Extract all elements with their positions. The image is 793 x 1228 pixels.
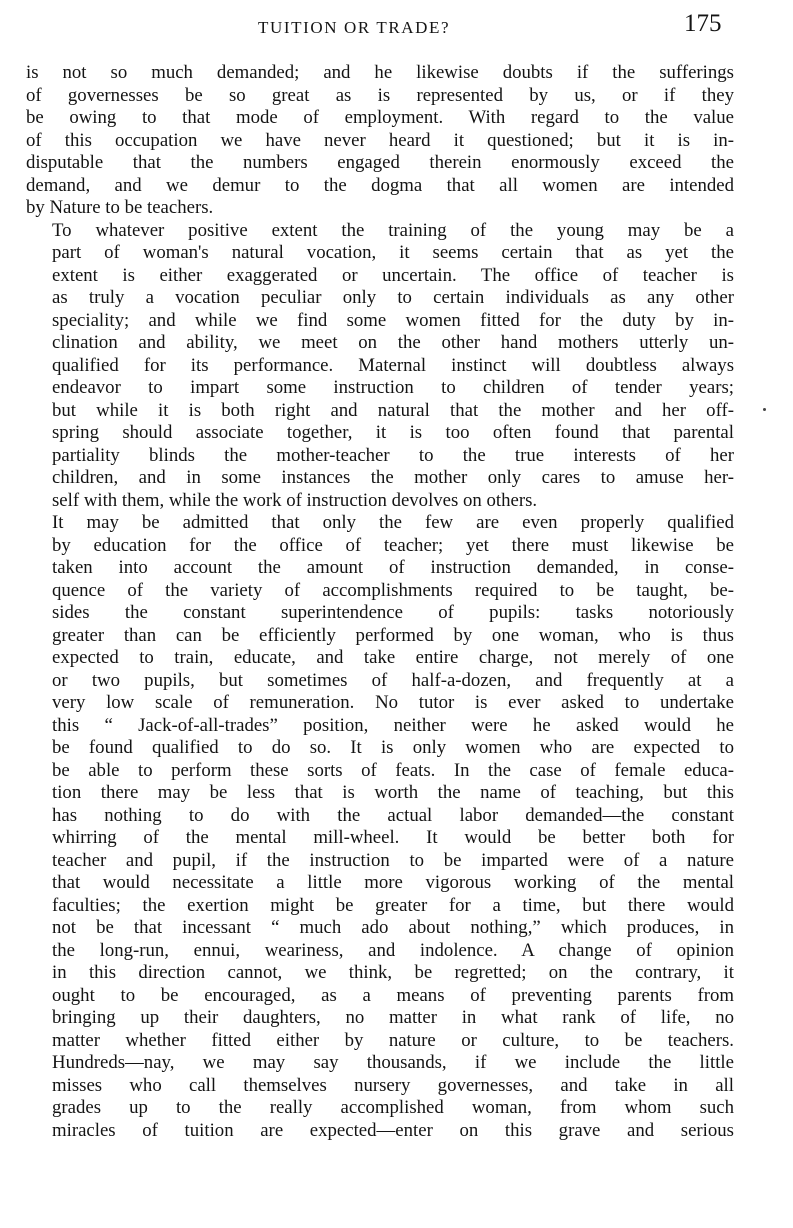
running-header (0, 8, 793, 44)
text-line: qualified for its performance. Maternal instinct will doubtless always (52, 354, 734, 376)
text-line: sides the constant superintendence of pupils: tasks notoriously (52, 602, 734, 623)
text-line: the long-run, ennui, weariness, and indolence. A change of opinion (52, 939, 734, 961)
text-line: expected to train, educate, and take entire charge, not merely of one (52, 647, 734, 668)
text-line: by education for the office of teacher; yet there must likewise be (52, 534, 734, 556)
paragraph (26, 62, 734, 220)
text-line: be owing to that mode of employment. With regard to the value (26, 107, 734, 128)
paragraph (26, 512, 734, 1142)
text-line: matter whether fitted either by nature or culture, to be teachers. (52, 1029, 734, 1051)
text-line: taken into account the amount of instruction demanded, in conse- (52, 557, 734, 578)
page-number: 175 (684, 10, 722, 37)
text-line: teacher and pupil, if the instruction to be imparted were of a nature (52, 849, 734, 871)
text-line: children, and in some instances the mother only cares to amuse her- (52, 467, 734, 488)
text-line: that would necessitate a little more vigorous working of the mental (52, 872, 734, 893)
text-line: but while it is both right and natural that the mother and her off- (52, 399, 734, 421)
text-line: be able to perform these sorts of feats. In the case of female educa- (52, 759, 734, 781)
text-line: disputable that the numbers engaged therein enormously exceed the (26, 152, 734, 173)
text-line: grades up to the really accomplished woman, from whom such (52, 1097, 734, 1118)
text-line: Hundreds—nay, we may say thousands, if we include the little (52, 1052, 734, 1073)
text-line: self with them, while the work of instruction devolves on others. (52, 489, 538, 511)
text-line: To whatever positive extent the training of the young may be a (52, 219, 734, 241)
text-line: by Nature to be teachers. (26, 197, 214, 218)
text-line: demand, and we demur to the dogma that all women are intended (26, 174, 734, 196)
text-line: quence of the variety of accomplishments required to be taught, be- (52, 579, 734, 601)
text-line: has nothing to do with the actual labor demanded—the constant (52, 804, 734, 826)
text-line: not be that incessant “ much ado about nothing,” which produces, in (52, 917, 734, 938)
text-line: clination and ability, we meet on the other hand mothers utterly un- (52, 332, 734, 353)
text-line: ought to be encouraged, as a means of preventing parents from (52, 984, 734, 1006)
text-line: is not so much demanded; and he likewise doubts if the sufferings (26, 62, 734, 83)
text-line: endeavor to impart some instruction to children of tender years; (52, 377, 734, 398)
text-line: very low scale of remuneration. No tutor is ever asked to undertake (52, 692, 734, 713)
text-line: greater than can be efficiently performed by one woman, who is thus (52, 624, 734, 646)
text-line: bringing up their daughters, no matter in what rank of life, no (52, 1007, 734, 1028)
body-text (26, 62, 734, 1142)
text-line: miracles of tuition are expected—enter on this grave and serious (52, 1119, 734, 1141)
paragraph (26, 220, 734, 513)
text-line: speciality; and while we find some women fitted for the duty by in- (52, 309, 734, 331)
text-line: misses who call themselves nursery governesses, and take in all (52, 1074, 734, 1096)
text-line: in this direction cannot, we think, be regretted; on the contrary, it (52, 962, 734, 983)
text-line: this “ Jack-of-all-trades” position, neither were he asked would he (52, 714, 734, 736)
text-line: as truly a vocation peculiar only to certain individuals as any other (52, 287, 734, 308)
text-line: part of woman's natural vocation, it seems certain that as yet the (52, 242, 734, 263)
ink-speck (763, 408, 766, 411)
text-line: It may be admitted that only the few are even properly qualified (52, 512, 734, 533)
text-line: spring should associate together, it is too often found that parental (52, 422, 734, 443)
text-line: of governesses be so great as is represented by us, or if they (26, 84, 734, 106)
text-line: whirring of the mental mill-wheel. It would be better both for (52, 827, 734, 848)
text-line: of this occupation we have never heard it questioned; but it is in- (26, 129, 734, 151)
text-line: or two pupils, but sometimes of half-a-dozen, and frequently at a (52, 669, 734, 691)
text-line: partiality blinds the mother-teacher to the true interests of her (52, 444, 734, 466)
text-line: tion there may be less that is worth the name of teaching, but this (52, 782, 734, 803)
text-line: be found qualified to do so. It is only women who are expected to (52, 737, 734, 758)
text-line: extent is either exaggerated or uncertain. The office of teacher is (52, 264, 734, 286)
running-title: TUITION OR TRADE? (258, 18, 451, 37)
text-line: faculties; the exertion might be greater for a time, but there would (52, 894, 734, 916)
